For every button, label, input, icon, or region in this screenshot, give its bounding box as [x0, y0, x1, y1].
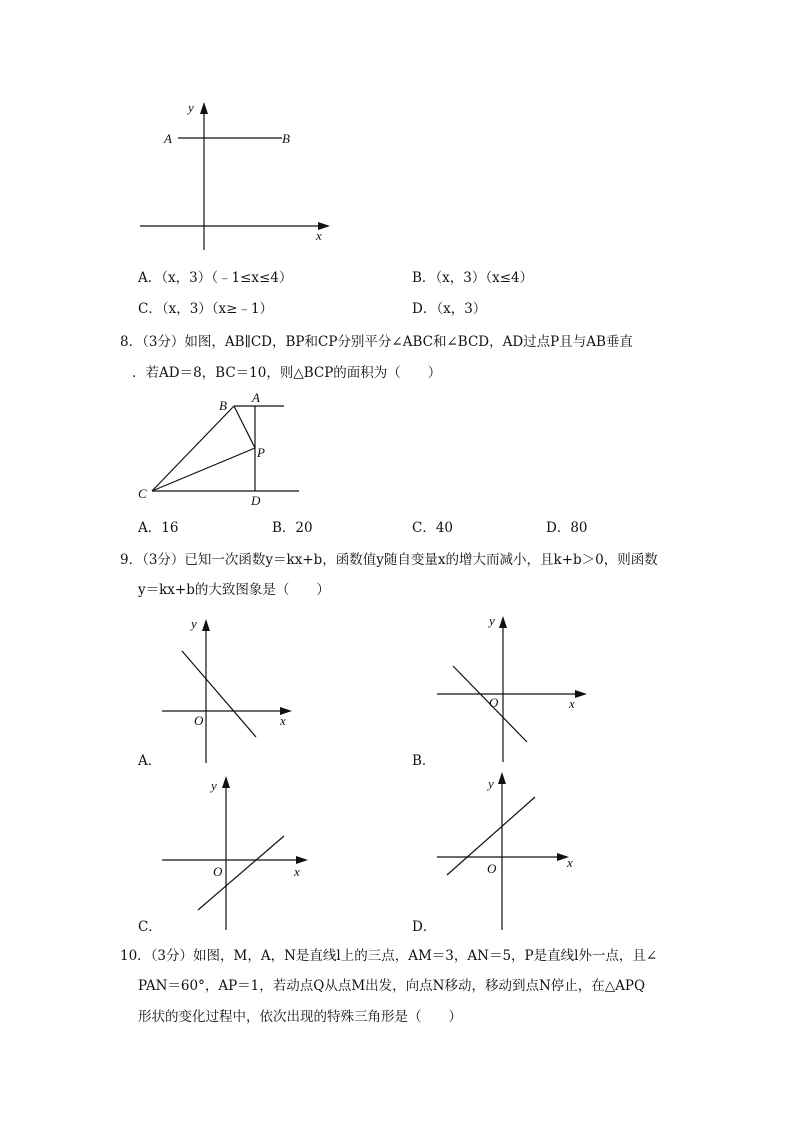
q7-option-d[interactable] — [412, 300, 486, 318]
q10-stem-line3: 形状的变化过程中，依次出现的特殊三角形是（ ） — [138, 1009, 462, 1025]
option-label: B． — [412, 270, 436, 286]
x-axis-arrow — [575, 690, 587, 698]
q9-graph-a — [160, 615, 300, 765]
point-a-label: A — [252, 390, 260, 405]
q9-stem-line2: y＝kx+b的大致图象是（ ） — [138, 582, 330, 598]
q8-stem-line1: 8．（3分）如图，AB∥CD，BP和CP分别平分∠ABC和∠BCD，AD过点P且与AB垂直 — [120, 334, 633, 350]
q9-option-a[interactable]: A． — [138, 753, 162, 769]
q9-graph-d — [435, 768, 595, 933]
x-axis-label: x — [316, 228, 322, 243]
point-p-label: P — [257, 445, 265, 460]
q8-figure — [134, 390, 309, 510]
y-axis-arrow — [222, 776, 230, 788]
option-label: C． — [412, 520, 436, 536]
y-axis-arrow — [499, 616, 507, 628]
x-axis-label: x — [280, 713, 286, 728]
origin-label: O — [489, 695, 499, 710]
y-axis-arrow — [200, 102, 208, 114]
q9-graph-b — [435, 612, 595, 767]
q10-stem-line2: PAN＝60°，AP＝1，若动点Q从点M出发，向点N移动，移动到点N停止，在△APQ — [138, 978, 646, 994]
q10-stem-line1: 10．（3分）如图，M，A，N是直线l上的三点，AM＝3，AN＝5，P是直线l外一点，且∠ — [120, 948, 658, 964]
y-axis-label: y — [489, 613, 495, 628]
option-text: 16 — [161, 520, 179, 536]
q9-stem-line1: 9．（3分）已知一次函数y＝kx+b，函数值y随自变量x的增大而减小，且k+b＞0，则函数 — [120, 552, 658, 568]
point-b-label: B — [282, 131, 290, 146]
q8-option-d[interactable] — [546, 519, 588, 537]
y-axis-label: y — [211, 778, 217, 793]
function-line — [198, 836, 284, 910]
q8-option-b[interactable] — [272, 519, 313, 537]
option-text: （x，3） — [436, 301, 487, 317]
point-b-label: B — [219, 398, 227, 413]
segment-bc — [152, 406, 234, 491]
y-axis-label: y — [488, 776, 494, 791]
x-axis-label: x — [567, 855, 573, 870]
q8-option-a[interactable] — [138, 519, 178, 537]
option-text: （x，3）（x≤4） — [435, 270, 534, 286]
option-label: D． — [412, 301, 437, 317]
option-text: 40 — [435, 520, 454, 536]
option-text: 80 — [570, 520, 588, 536]
x-axis-arrow — [296, 856, 308, 864]
q9-option-c[interactable]: C． — [138, 919, 162, 935]
q7-figure — [130, 98, 340, 258]
q7-option-a[interactable] — [138, 269, 292, 287]
point-c-label: C — [138, 486, 147, 501]
option-label: C． — [138, 301, 162, 317]
q9-option-d[interactable]: D． — [412, 919, 437, 935]
q9-graph-c — [160, 772, 320, 932]
option-label: B． — [272, 520, 296, 536]
y-axis-label: y — [188, 100, 194, 115]
option-text: 20 — [295, 520, 313, 536]
q8-stem-line2: ．若AD＝8，BC＝10，则△BCP的面积为（ ） — [132, 365, 442, 381]
q7-option-b[interactable] — [412, 269, 533, 287]
q9-option-b[interactable]: B． — [412, 753, 436, 769]
origin-label: O — [194, 713, 204, 728]
option-text: （x，3）（﹣1≤x≤4） — [161, 270, 293, 286]
q8-option-c[interactable] — [412, 519, 453, 537]
option-label: D． — [546, 520, 571, 536]
segment-bp — [234, 406, 255, 448]
option-label: A． — [138, 520, 162, 536]
y-axis-arrow — [202, 619, 210, 631]
q7-option-c[interactable] — [138, 300, 273, 318]
x-axis-label: x — [569, 696, 575, 711]
origin-label: O — [213, 864, 223, 879]
x-axis-label: x — [294, 864, 300, 879]
segment-cp — [152, 448, 255, 491]
y-axis-label: y — [191, 616, 197, 631]
point-a-label: A — [164, 131, 172, 146]
point-d-label: D — [251, 493, 261, 508]
y-axis-arrow — [498, 772, 506, 784]
option-text: （x，3）（x≥﹣1） — [161, 301, 274, 317]
origin-label: O — [487, 861, 497, 876]
option-label: A． — [138, 270, 162, 286]
